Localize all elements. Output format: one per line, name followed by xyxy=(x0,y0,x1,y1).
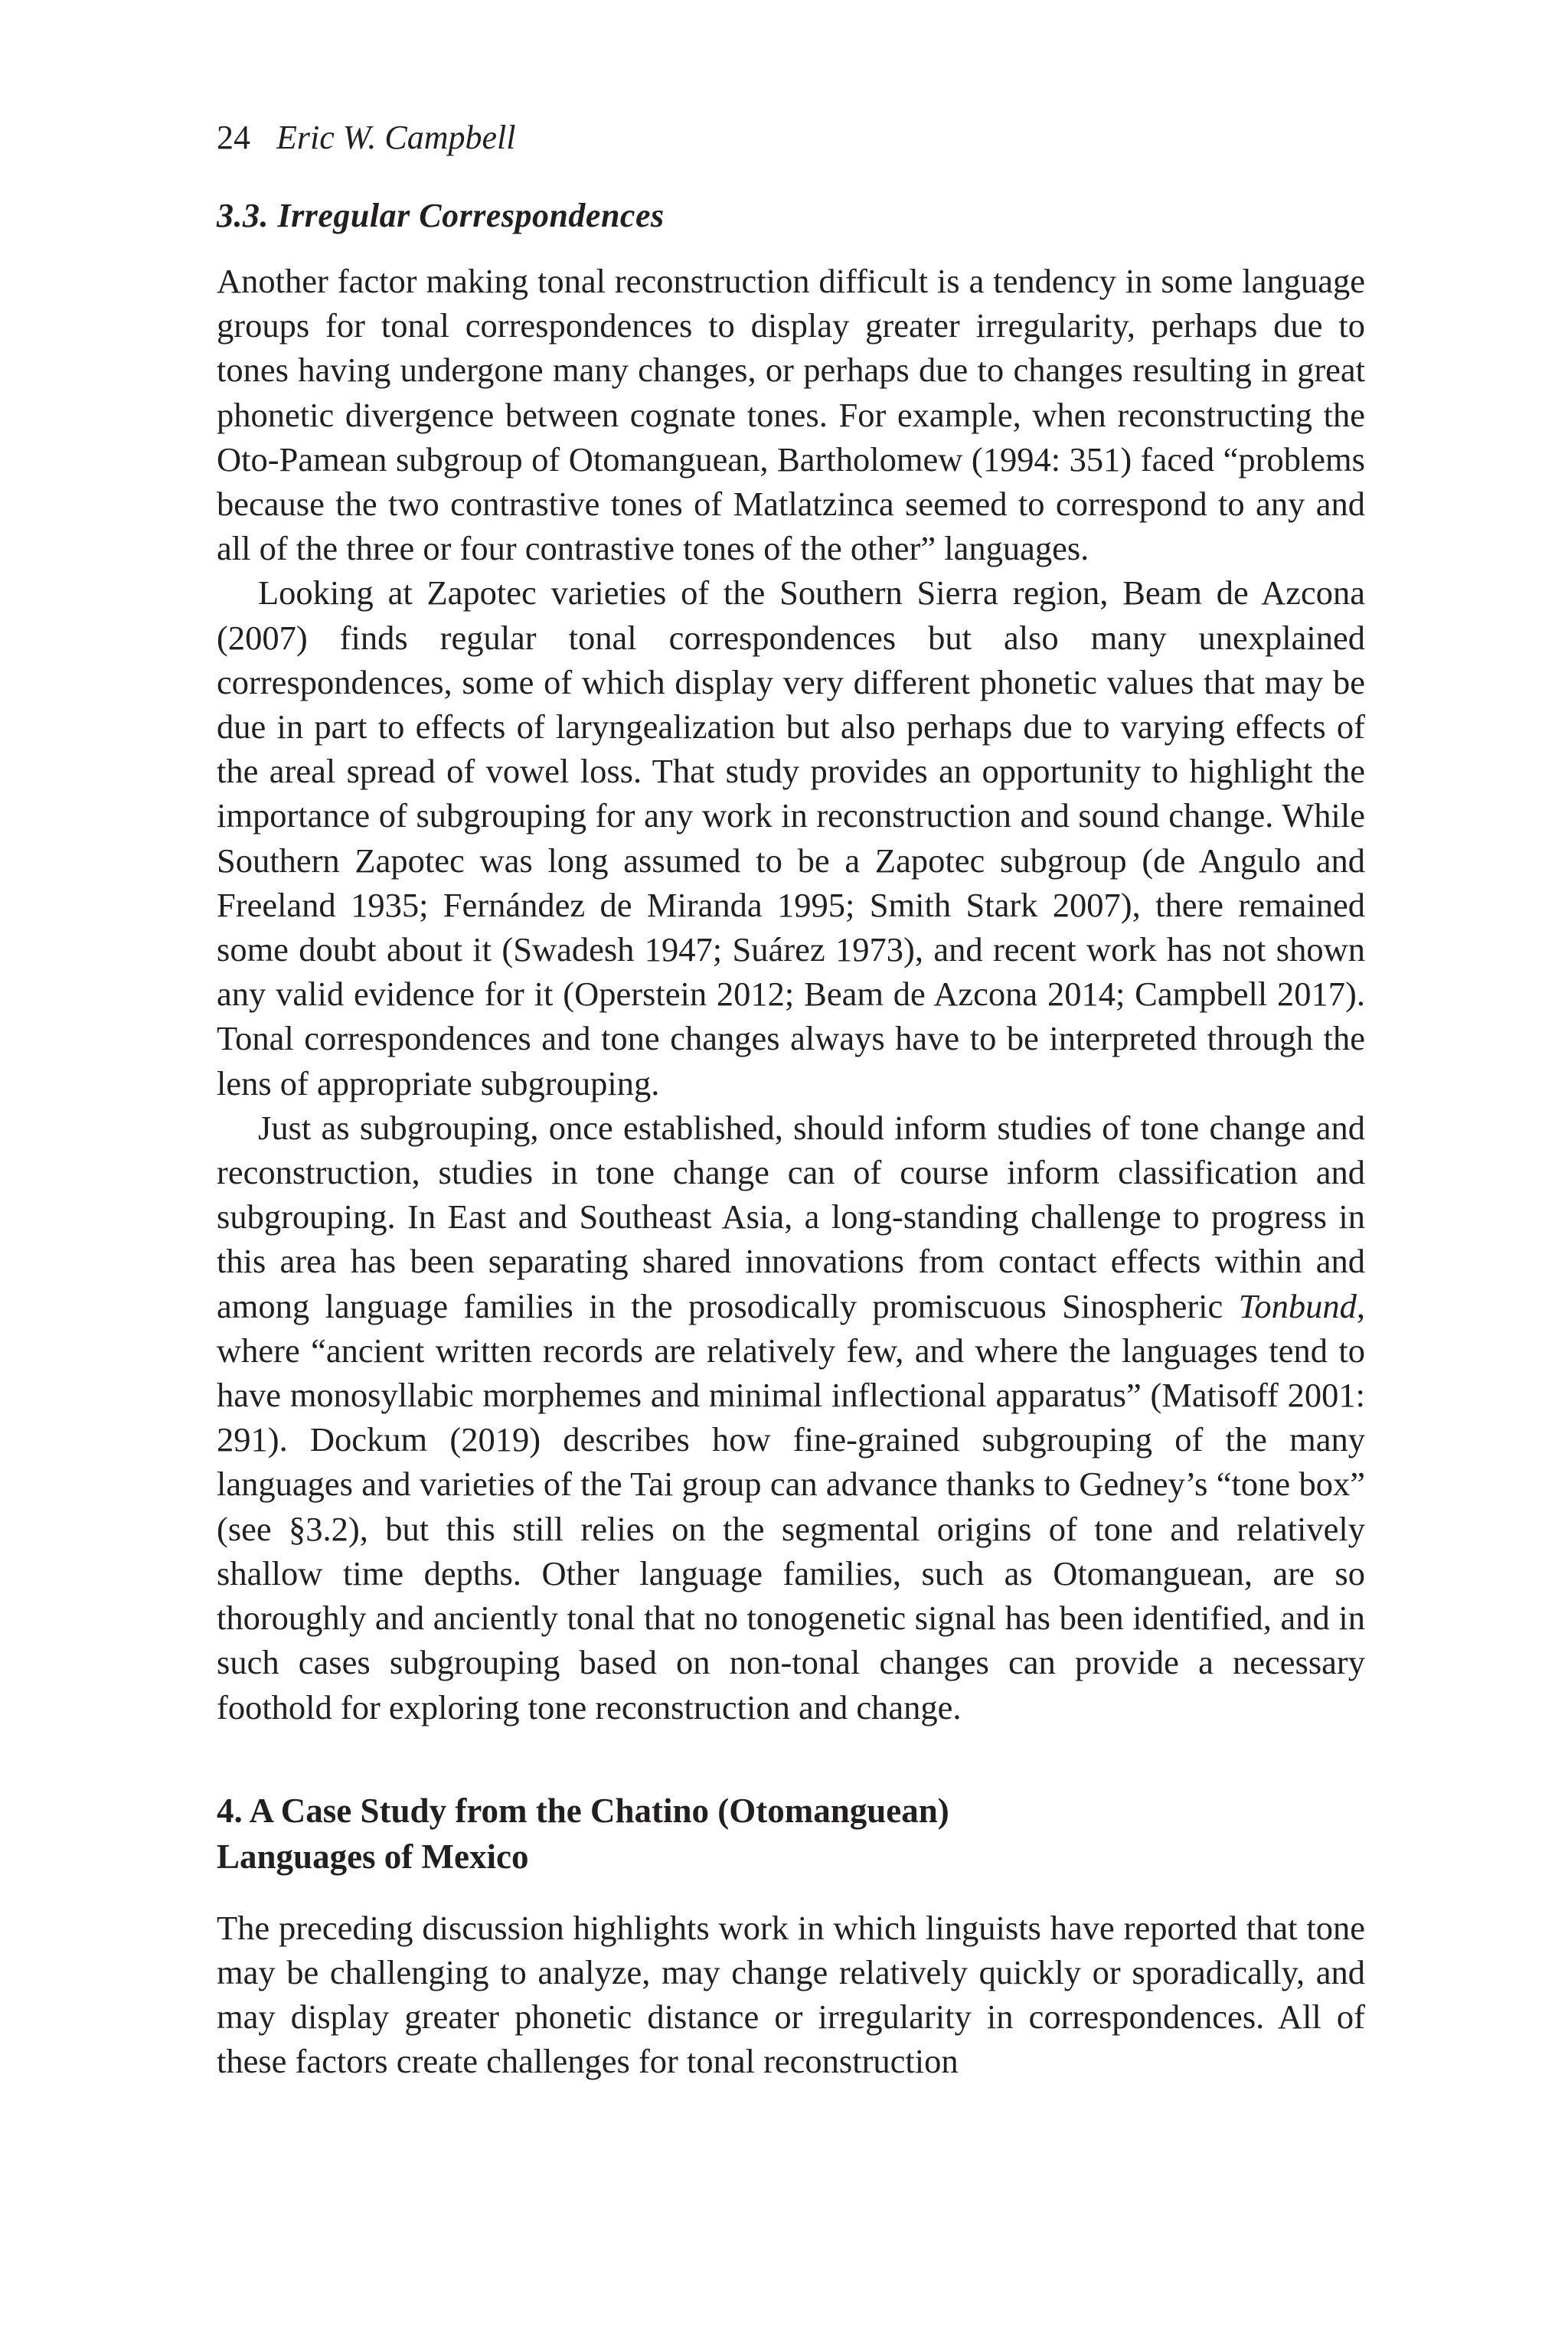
paragraph-text: Just as subgrouping, once established, should inform studies of tone change and reconstruction, studies in tone change can of course inform classification and subgrouping. In East and Southeast Asia, a long-standing challenge to progress in this area has been separating shared innovations from contact effects within and among language families in the prosodically promiscuous Sinospheric xyxy=(217,1108,1365,1325)
page-number: 24 xyxy=(217,119,250,156)
running-head-author: Eric W. Campbell xyxy=(276,119,516,156)
section-heading xyxy=(217,1788,1365,1880)
paragraph: Looking at Zapotec varieties of the Southern Sierra region, Beam de Azcona (2007) finds regular tonal correspondences but also many unexplained correspondences, some of which display very different phonetic values that may be due in part to effects of laryngealization but also perhaps due to varying effects of the areal spread of vowel loss. That study provides an opportunity to highlight the importance of subgrouping for any work in reconstruction and sound change. While Southern Zapotec was long assumed to be a Zapotec subgroup (de Angulo and Freeland 1935; Fernández de Miranda 1995; Smith Stark 2007), there remained some doubt about it (Swadesh 1947; Suárez 1973), and recent work has not shown any valid evidence for it (Operstein 2012; Beam de Azcona 2014; Campbell 2017). Tonal correspondences and tone changes always have to be interpreted through the lens of appropriate subgrouping. xyxy=(217,573,1365,1102)
running-head xyxy=(217,115,1365,161)
paragraph: The preceding discussion highlights work in which linguists have reported that tone may be challenging to analyze, may change relatively quickly or sporadically, and may display greater phonetic distance or irregularity in correspondences. All of these factors create challenges for tonal reconstruction xyxy=(217,1908,1365,2081)
paragraph-text: , where “ancient written records are relatively few, and where the languages tend to have monosyllabic morphemes and minimal inflectional apparatus” (Matisoff 2001: 291). Dockum (2019) describes how fine-grained subgrouping of the many languages and varieties of the Tai group can advance thanks to Gedney’s “tone box” (see §3.2), but this still relies on the segmental origins of tone and relatively shallow time depths. Other language families, such as Otomanguean, are so thoroughly and anciently tonal that no tonogenetic signal has been identified, and in such cases subgrouping based on non-tonal changes can provide a necessary foothold for exploring tone reconstruction and change. xyxy=(217,1286,1365,1726)
paragraph xyxy=(217,1106,1365,1730)
section-heading-line: Languages of Mexico xyxy=(217,1837,529,1876)
italic-term: Tonbund xyxy=(1238,1286,1357,1325)
section-heading-line: 4. A Case Study from the Chatino (Otomanguean) xyxy=(217,1791,949,1830)
paragraph: Another factor making tonal reconstruction difficult is a tendency in some language groups for tonal correspondences to display greater irregularity, perhaps due to tones having undergone many changes, or perhaps due to changes resulting in great phonetic divergence between cognate tones. For example, when reconstructing the Oto-Pamean subgroup of Otomanguean, Bartholomew (1994: 351) faced “problems because the two contrastive tones of Matlatzinca seemed to correspond to any and all of the three or four contrastive tones of the other” languages. xyxy=(217,262,1365,568)
page xyxy=(217,115,1365,2084)
subsection-heading: 3.3. Irregular Correspondences xyxy=(217,197,665,234)
